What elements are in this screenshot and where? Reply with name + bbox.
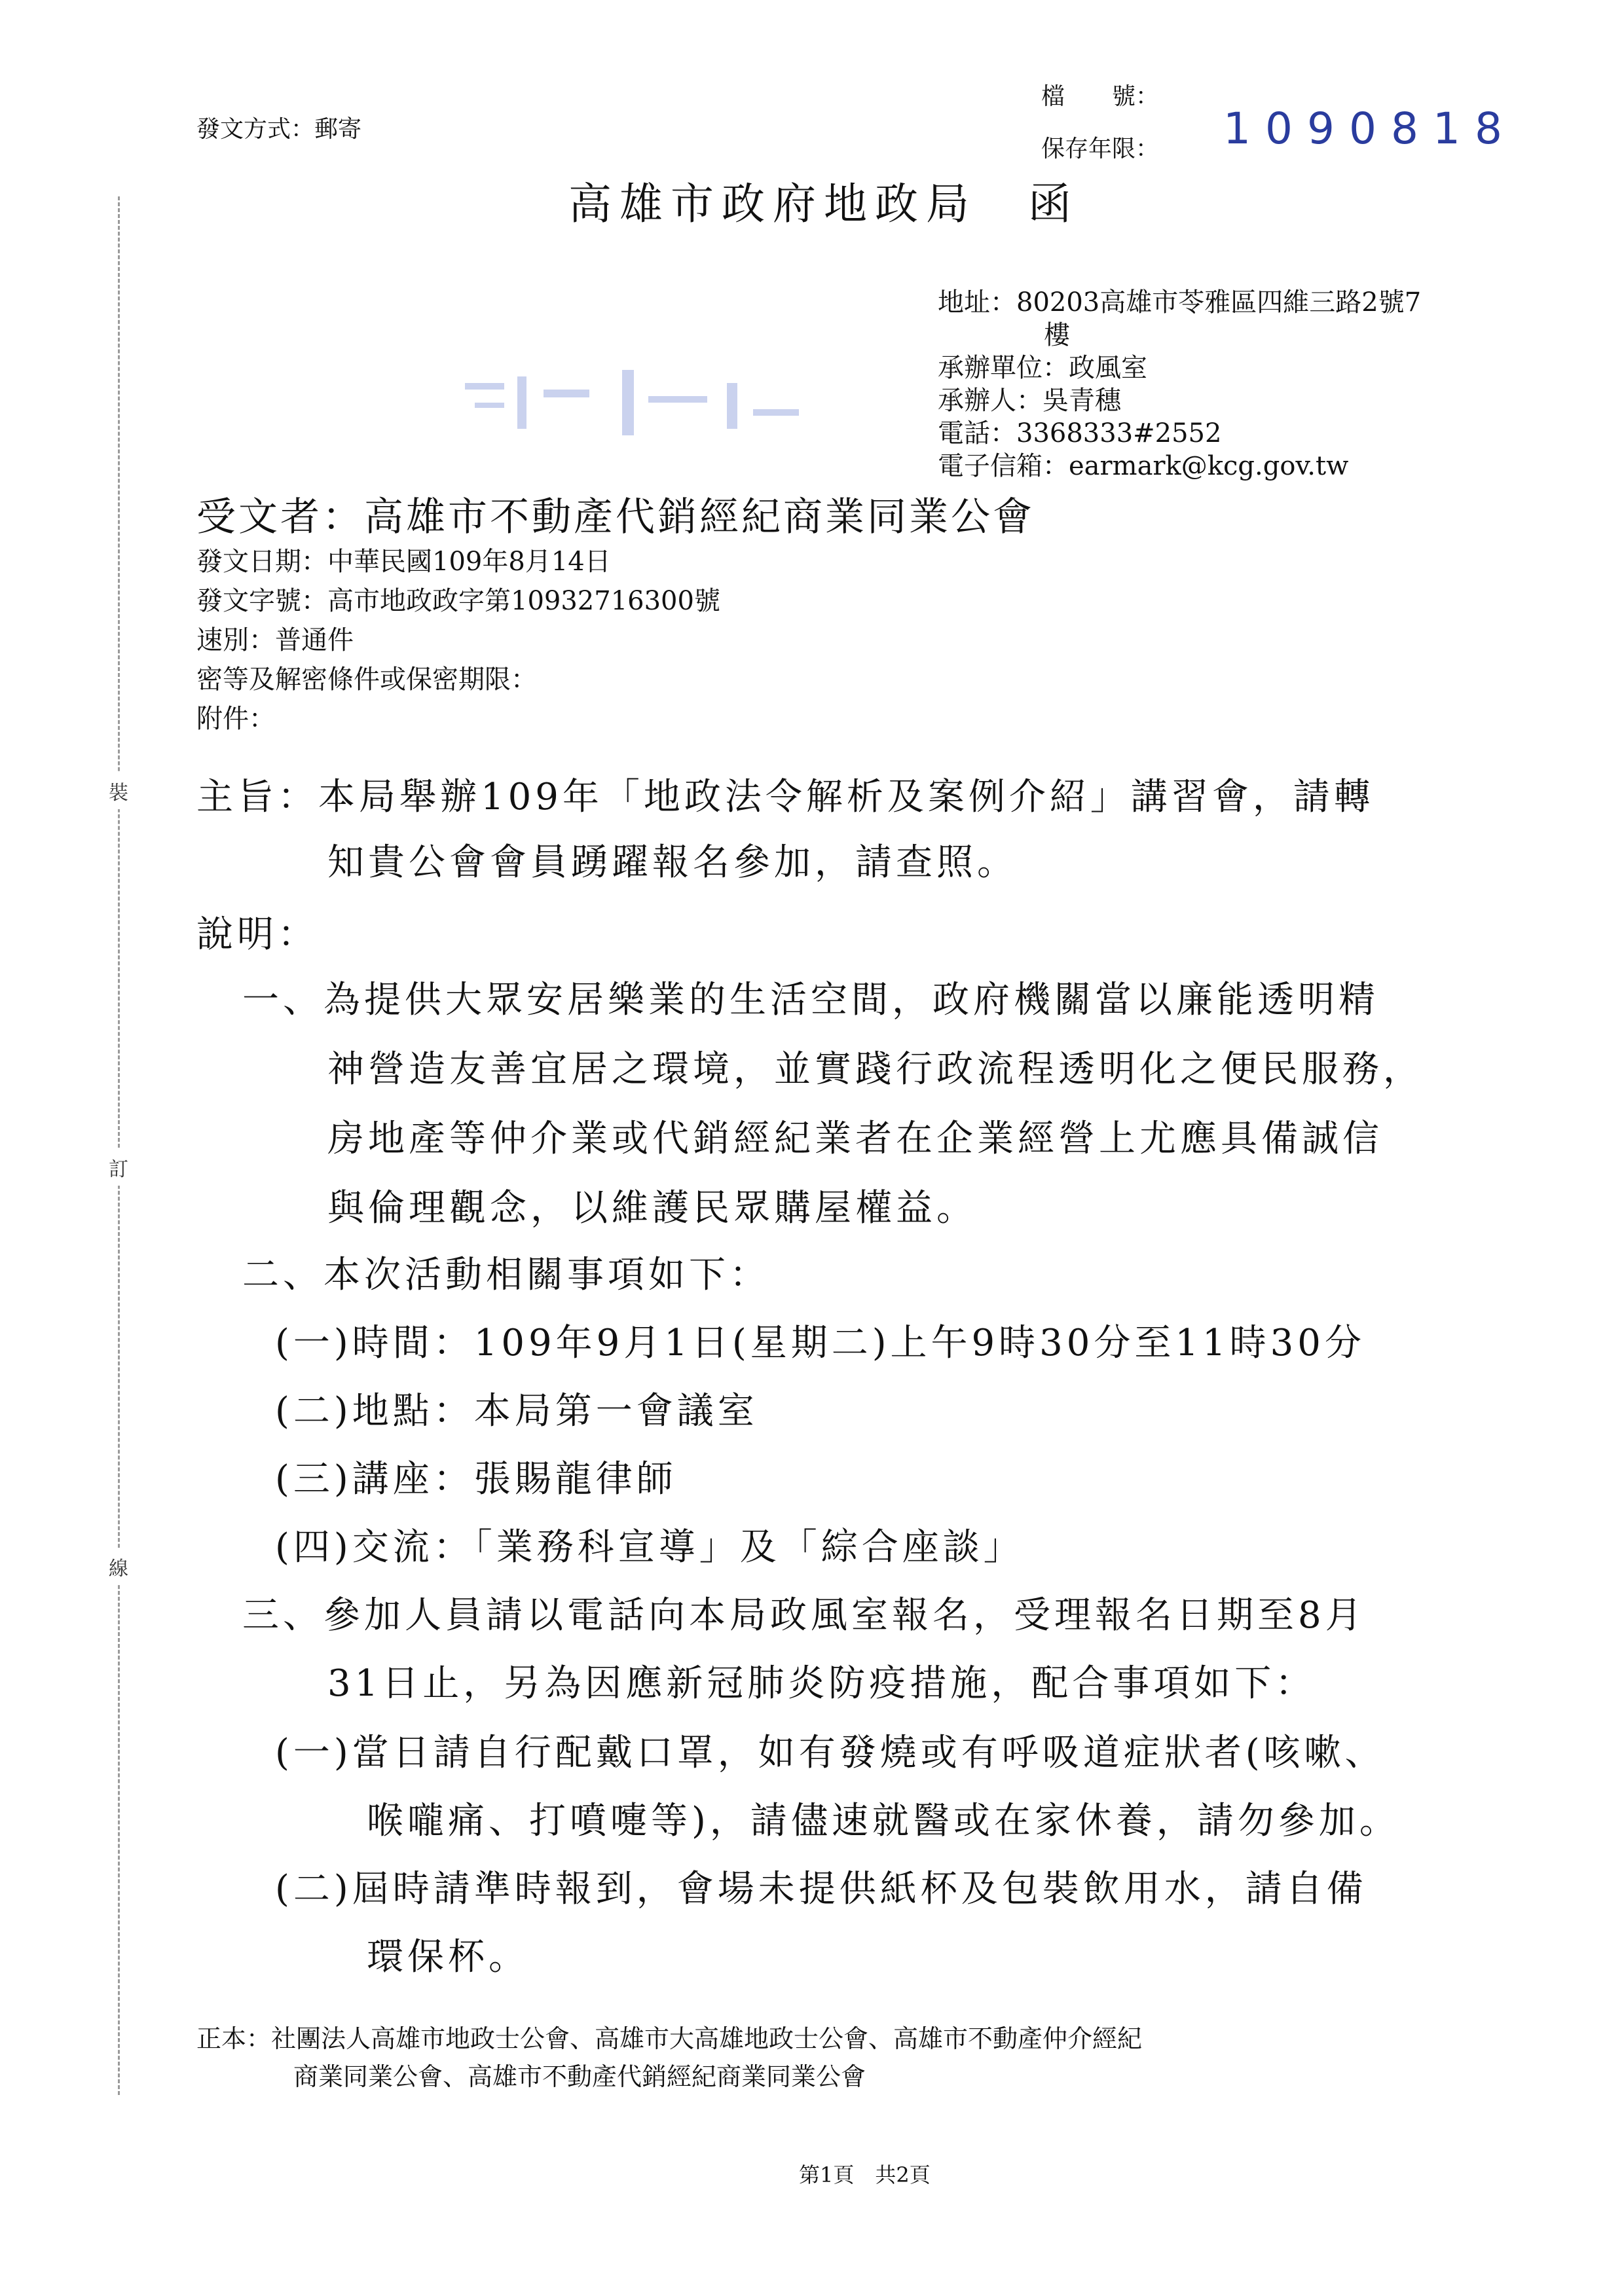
handling-unit: 承辦單位：政風室 bbox=[938, 353, 1147, 383]
phone: 電話：3368333#2552 bbox=[938, 418, 1222, 448]
delivery-speed: 速別：普通件 bbox=[196, 625, 354, 655]
document-number: 發文字號：高市地政政字第10932716300號 bbox=[196, 586, 720, 616]
item-one-line2: 神營造友善宜居之環境，並實踐行政流程透明化之便民服務， bbox=[327, 1048, 1424, 1091]
address-line2: 樓 bbox=[1044, 320, 1070, 350]
original-recipients-line1: 正本：社團法人高雄市地政士公會、高雄市大高雄地政士公會、高雄市不動產仲介經紀 bbox=[196, 2024, 1143, 2053]
file-number-label: 檔 號： bbox=[1041, 83, 1160, 110]
item-three-sub2-line1: (二)屆時請準時報到，會場未提供紙杯及包裝飲用水，請自備 bbox=[275, 1868, 1367, 1910]
faint-stamp-mark bbox=[452, 357, 819, 448]
item-one-line3: 房地產等仲介業或代銷經紀業者在企業經營上尤應具備誠信 bbox=[327, 1118, 1383, 1160]
item-two-sub3: (三)講座：張賜龍律師 bbox=[275, 1458, 677, 1501]
address-line1: 地址：80203高雄市苓雅區四維三路2號7 bbox=[938, 287, 1422, 318]
document-title: 高雄市政府地政局 函 bbox=[568, 179, 1079, 229]
item-two-sub2: (二)地點：本局第一會議室 bbox=[275, 1390, 758, 1432]
item-one-line4: 與倫理觀念，以維護民眾購屋權益。 bbox=[327, 1187, 977, 1230]
item-two: 二、本次活動相關事項如下： bbox=[242, 1254, 770, 1296]
recipient: 受文者：高雄市不動產代銷經紀商業同業公會 bbox=[196, 494, 1035, 540]
email: 電子信箱：earmark@kcg.gov.tw bbox=[938, 451, 1349, 481]
retention-stamp-number: 1090818 bbox=[1223, 103, 1517, 154]
explanation-label: 說明： bbox=[196, 913, 318, 956]
original-recipients-line2: 商業同業公會、高雄市不動產代銷經紀商業同業公會 bbox=[293, 2062, 866, 2091]
item-two-sub4: (四)交流：「業務科宣導」及「綜合座談」 bbox=[275, 1526, 1024, 1569]
item-one-line1: 一、為提供大眾安居樂業的生活空間，政府機關當以廉能透明精 bbox=[242, 979, 1379, 1021]
handler-name: 承辦人：吳青穗 bbox=[938, 386, 1121, 416]
issue-date: 發文日期：中華民國109年8月14日 bbox=[196, 547, 611, 577]
subject-line2: 知貴公會會員踴躍報名參加，請查照。 bbox=[327, 841, 1018, 884]
retention-label: 保存年限： bbox=[1041, 136, 1160, 162]
item-three-line2: 31日止，另為因應新冠肺炎防疫措施，配合事項如下： bbox=[327, 1662, 1316, 1705]
dispatch-method: 發文方式：郵寄 bbox=[196, 116, 362, 143]
binding-mark-zhuang: 裝 bbox=[107, 773, 130, 809]
binding-line bbox=[118, 196, 120, 2095]
binding-mark-ding: 訂 bbox=[107, 1149, 130, 1186]
subject-line1: 主旨：本局舉辦109年「地政法令解析及案例介紹」講習會，請轉 bbox=[196, 776, 1375, 818]
item-two-sub1: (一)時間：109年9月1日(星期二)上午9時30分至11時30分 bbox=[275, 1322, 1365, 1364]
page-number: 第1頁 共2頁 bbox=[799, 2162, 931, 2187]
item-three-sub1-line1: (一)當日請自行配戴口罩，如有發燒或有呼吸道症狀者(咳嗽、 bbox=[275, 1732, 1386, 1774]
secrecy-level: 密等及解密條件或保密期限： bbox=[196, 665, 537, 695]
attachment: 附件： bbox=[196, 704, 275, 734]
binding-mark-xian: 線 bbox=[107, 1548, 130, 1585]
item-three-sub1-line2: 喉嚨痛、打噴嚏等)，請儘速就醫或在家休養，請勿參加。 bbox=[367, 1800, 1400, 1842]
item-three-line1: 三、參加人員請以電話向本局政風室報名，受理報名日期至8月 bbox=[242, 1594, 1366, 1637]
item-three-sub2-line2: 環保杯。 bbox=[367, 1936, 529, 1978]
